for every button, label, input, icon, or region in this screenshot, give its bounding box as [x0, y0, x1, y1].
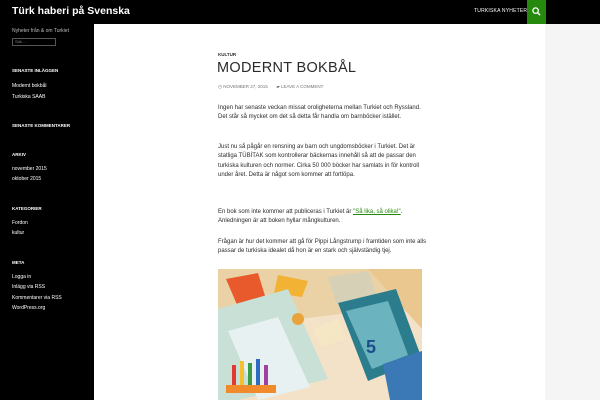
sidebar — [0, 24, 94, 400]
paragraph-text: En bok som inte kommer att publiceras i Turkiet är — [218, 209, 354, 215]
post-paragraph: Ingen har senaste veckan missat oroligheterna mellan Turkiet och Ryssland. Det står så mycket om det så detta får handla om barnböcker istället. — [218, 105, 421, 121]
archive-link[interactable]: oktober 2015 — [12, 176, 42, 182]
recent-post-link[interactable]: Modernt bokbål — [12, 83, 47, 89]
widget-title-categories: KATEGORIER — [12, 206, 42, 211]
post-category-link[interactable]: KULTUR — [218, 52, 237, 57]
leave-comment-link[interactable]: LEAVE A COMMENT — [281, 84, 324, 89]
post-paragraph: Just nu så pågår en rensning av barn och ungdomsböcker i Turkiet. Det är statliga TÜBİTAK som kontrollerar bäckernas innehåll så att de passar den turkiska kulturen och normer. Cirka 50 000 böcker har samlats in för kontroll under året. Detta är något som kommer att fortlöpa. — [218, 144, 420, 178]
post-paragraph: Frågan är hur det kommer att gå för Pippi Långstrump i framtiden som inte alls passar de turkiska idealet då hon är en stark och självständig tjej. — [218, 239, 427, 255]
site-tagline: Nyheter från & om Turkiet — [12, 28, 69, 34]
category-link[interactable]: kultur — [12, 230, 25, 236]
book-illustration — [218, 269, 422, 400]
paragraph-text: . Anledningen är att boken hyllar mångkulturen. — [218, 209, 403, 225]
search-toggle-button[interactable] — [527, 0, 546, 24]
comment-icon: ▰ — [276, 84, 280, 89]
widget-title-recent-comments: SENASTE KOMMENTARER — [12, 123, 71, 128]
post-meta — [218, 84, 323, 90]
widget-title-archive: ARKIV — [12, 152, 27, 157]
meta-link[interactable]: Logga in — [12, 274, 32, 280]
meta-link[interactable]: Inlägg via RSS — [12, 284, 46, 290]
search-icon — [532, 7, 541, 16]
widget-title-meta: META — [12, 260, 25, 265]
right-background — [545, 24, 600, 400]
post-paragraph — [218, 208, 430, 227]
svg-text:5: 5 — [366, 337, 377, 357]
clock-icon: ◷ — [218, 84, 222, 89]
post-title[interactable]: MODERNT BOKBÅL — [217, 60, 357, 76]
post-date-link[interactable]: NOVEMBER 27, 2015 — [223, 84, 268, 89]
site-header — [0, 0, 600, 24]
search-input[interactable]: Sök … — [12, 38, 56, 46]
nav-link-turkiska-nyheter[interactable]: TURKISKA NYHETER — [474, 8, 528, 14]
recent-post-link[interactable]: Turkiska SAAB — [12, 94, 46, 100]
book-link[interactable]: "Så lika, så olika!" — [353, 209, 401, 215]
site-title[interactable]: Türk haberi på Svenska — [12, 5, 130, 17]
archive-link[interactable]: november 2015 — [12, 166, 47, 172]
meta-link[interactable]: WordPress.org — [12, 305, 46, 311]
category-link[interactable]: Fordon — [12, 220, 28, 226]
meta-link[interactable]: Kommentarer via RSS — [12, 295, 62, 301]
widget-title-recent-posts: SENASTE INLÄGGEN — [12, 68, 59, 73]
